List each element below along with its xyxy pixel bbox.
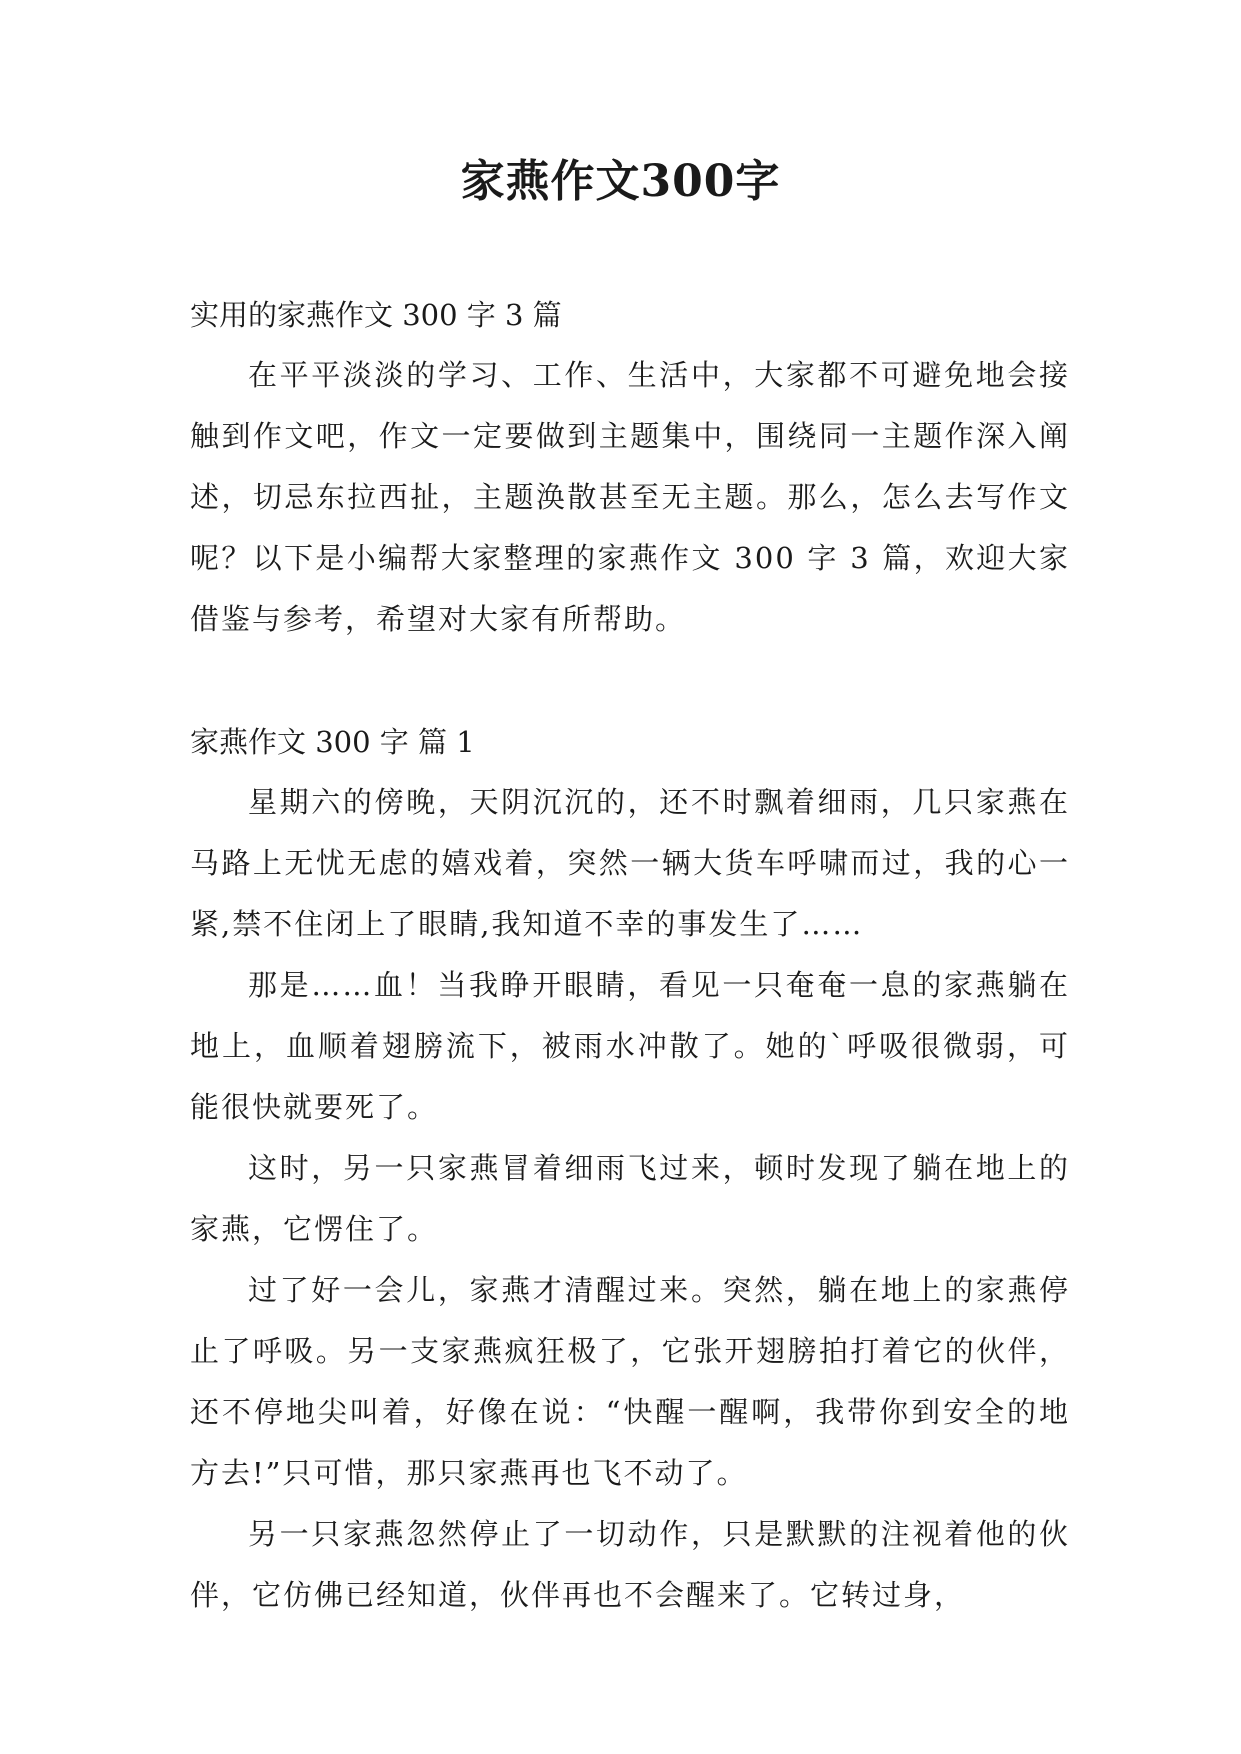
section-heading: 家燕作文 300 字 篇 1 xyxy=(190,725,475,759)
body-paragraph-1: 星期六的傍晚，天阴沉沉的，还不时飘着细雨，几只家燕在马路上无忧无虑的嬉戏着，突然一辆大货车呼啸而过，我的心一紧,禁不住闭上了眼睛,我知道不幸的事发生了…… xyxy=(190,785,1070,941)
intro-heading: 实用的家燕作文 300 字 3 篇 xyxy=(190,298,562,332)
document-body xyxy=(190,285,1070,1626)
body-paragraph-2: 那是……血！当我睁开眼睛，看见一只奄奄一息的家燕躺在地上，血顺着翅膀流下，被雨水冲散了。她的`呼吸很微弱，可能很快就要死了。 xyxy=(190,968,1070,1124)
section-gap xyxy=(190,650,1070,712)
body-paragraph-4: 过了好一会儿，家燕才清醒过来。突然，躺在地上的家燕停止了呼吸。另一支家燕疯狂极了，它张开翅膀拍打着它的伙伴，还不停地尖叫着，好像在说：“快醒一醒啊，我带你到安全的地方去!”只可惜，那只家燕再也飞不动了。 xyxy=(190,1273,1070,1490)
document-title: 家燕作文300字 xyxy=(460,156,781,207)
intro-paragraph: 在平平淡淡的学习、工作、生活中，大家都不可避免地会接触到作文吧，作文一定要做到主题集中，围绕同一主题作深入阐述，切忌东拉西扯，主题涣散甚至无主题。那么，怎么去写作文呢？以下是小编帮大家整理的家燕作文 300 字 3 篇，欢迎大家借鉴与参考，希望对大家有所帮助。 xyxy=(190,358,1070,636)
body-paragraph-3: 这时，另一只家燕冒着细雨飞过来，顿时发现了躺在地上的家燕，它愣住了。 xyxy=(190,1151,1070,1246)
body-paragraph-5: 另一只家燕忽然停止了一切动作，只是默默的注视着他的伙伴，它仿佛已经知道，伙伴再也不会醒来了。它转过身， xyxy=(190,1517,1070,1612)
